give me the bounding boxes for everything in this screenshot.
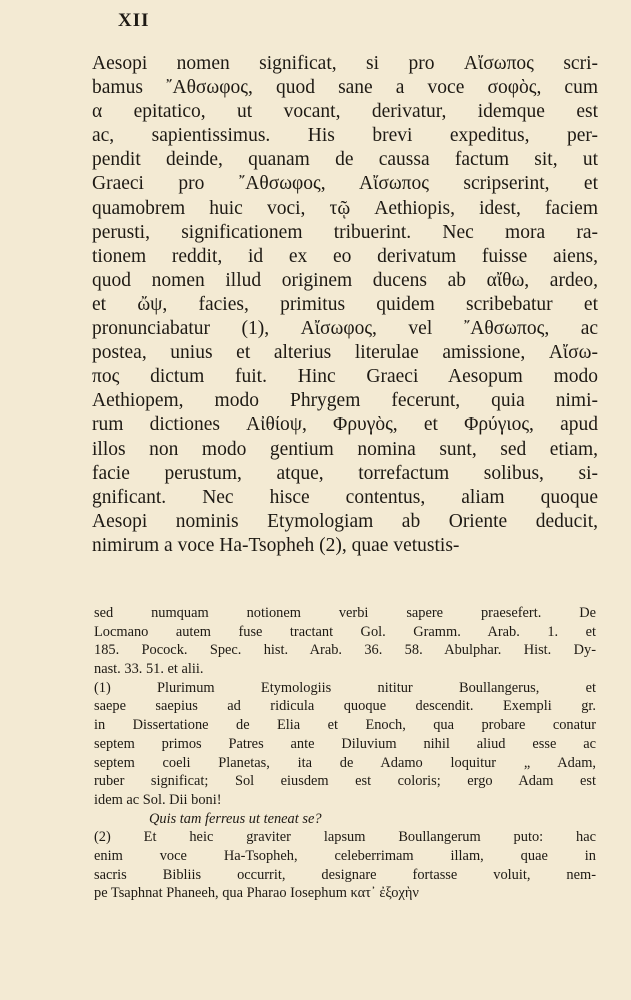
text-line: bamus ῎Αθσωφος, quod sane a voce σοφὸς, cum: [92, 77, 598, 99]
footnote-line: (2) Et heic graviter lapsum Boullangerum puto: hac: [94, 829, 596, 846]
text-line: πος dictum fuit. Hinc Graeci Aesopum modo: [92, 366, 598, 388]
footnote-line: nast. 33. 51. et alii.: [94, 661, 204, 678]
footnote-line: septem primos Patres ante Diluvium nihil aliud esse ac: [94, 735, 596, 752]
text-line: quod nomen illud originem ducens ab αἴθω, ardeo,: [92, 269, 598, 291]
text-line: pronunciabatur (1), Αἴσωφος, vel ῎Αθσωπος, ac: [92, 318, 598, 340]
text-line: facie perustum, atque, torrefactum solibus, si-: [92, 462, 598, 484]
footnote-line: in Dissertatione de Elia et Enoch, qua probare conatur: [94, 717, 596, 734]
footnotes: [94, 604, 596, 903]
text-line: postea, unius et alterius literulae amissione, Αἴσω-: [92, 342, 598, 364]
text-line: Aesopi nomen significat, si pro Αἴσωπος scri-: [92, 53, 598, 74]
text-line: tionem reddit, id ex eo derivatum fuisse aiens,: [92, 245, 598, 267]
text-line: perusti, significationem tribuerint. Nec mora ra-: [92, 221, 598, 243]
text-line: Graeci pro ῎Αθσωφος, Αἴσωπος scripserint, et: [92, 173, 598, 195]
footnote-line: (1) Plurimum Etymologiis nititur Boullangerus, et: [94, 679, 596, 696]
footnote-line: sed numquam notionem verbi sapere praesefert. De: [94, 605, 596, 621]
text-line: nimirum a voce Ha-Tsopheh (2), quae vetustis-: [92, 534, 460, 556]
text-line: et ὤψ, facies, primitus quidem scribebatur et: [92, 293, 598, 315]
text-line: pendit deinde, quanam de caussa factum sit, ut: [92, 149, 598, 171]
footnote-line: ruber significat; Sol eiusdem est coloris; ergo Adam est: [94, 773, 596, 790]
footnote-line: sacris Bibliis occurrit, designare fortasse voluit, nem-: [94, 866, 596, 883]
footnote-quotation: Quis tam ferreus ut teneat se?: [149, 810, 322, 827]
text-line: ac, sapientissimus. His brevi expeditus, per-: [92, 125, 598, 147]
text-line: Aesopi nominis Etymologiam ab Oriente deducit,: [92, 510, 598, 532]
main-text: [92, 52, 598, 558]
footnote-line: saepe saepius ad ridicula quoque descendit. Exempli gr.: [94, 698, 596, 715]
footnote-line: enim voce Ha-Tsopheh, celeberrimam illam, quae in: [94, 847, 596, 864]
page-number: XII: [118, 10, 150, 31]
text-line: α epitatico, ut vocant, derivatur, idemque est: [92, 101, 598, 123]
footnote-line: septem coeli Planetas, ita de Adamo loquitur „ Adam,: [94, 754, 596, 771]
text-line: quamobrem huic voci, τῷ Aethiopis, idest, faciem: [92, 197, 598, 219]
text-line: Aethiopem, modo Phrygem fecerunt, quia nimi-: [92, 390, 598, 412]
text-line: gnificant. Nec hisce contentus, aliam quoque: [92, 486, 598, 508]
footnote-line: idem ac Sol. Dii boni!: [94, 791, 222, 808]
footnote-line: pe Tsaphnat Phaneeh, qua Pharao Iosephum κατ᾽ ἐξοχὴν: [94, 885, 419, 902]
footnote-line: Locmano autem fuse tractant Gol. Gramm. Arab. 1. et: [94, 623, 596, 640]
footnote-line: 185. Pocock. Spec. hist. Arab. 36. 58. Abulphar. Hist. Dy-: [94, 642, 596, 659]
text-line: rum dictiones Αἰθίοψ, Φρυγὸς, et Φρύγιος, apud: [92, 414, 598, 436]
text-line: illos non modo gentium nomina sunt, sed etiam,: [92, 438, 598, 460]
